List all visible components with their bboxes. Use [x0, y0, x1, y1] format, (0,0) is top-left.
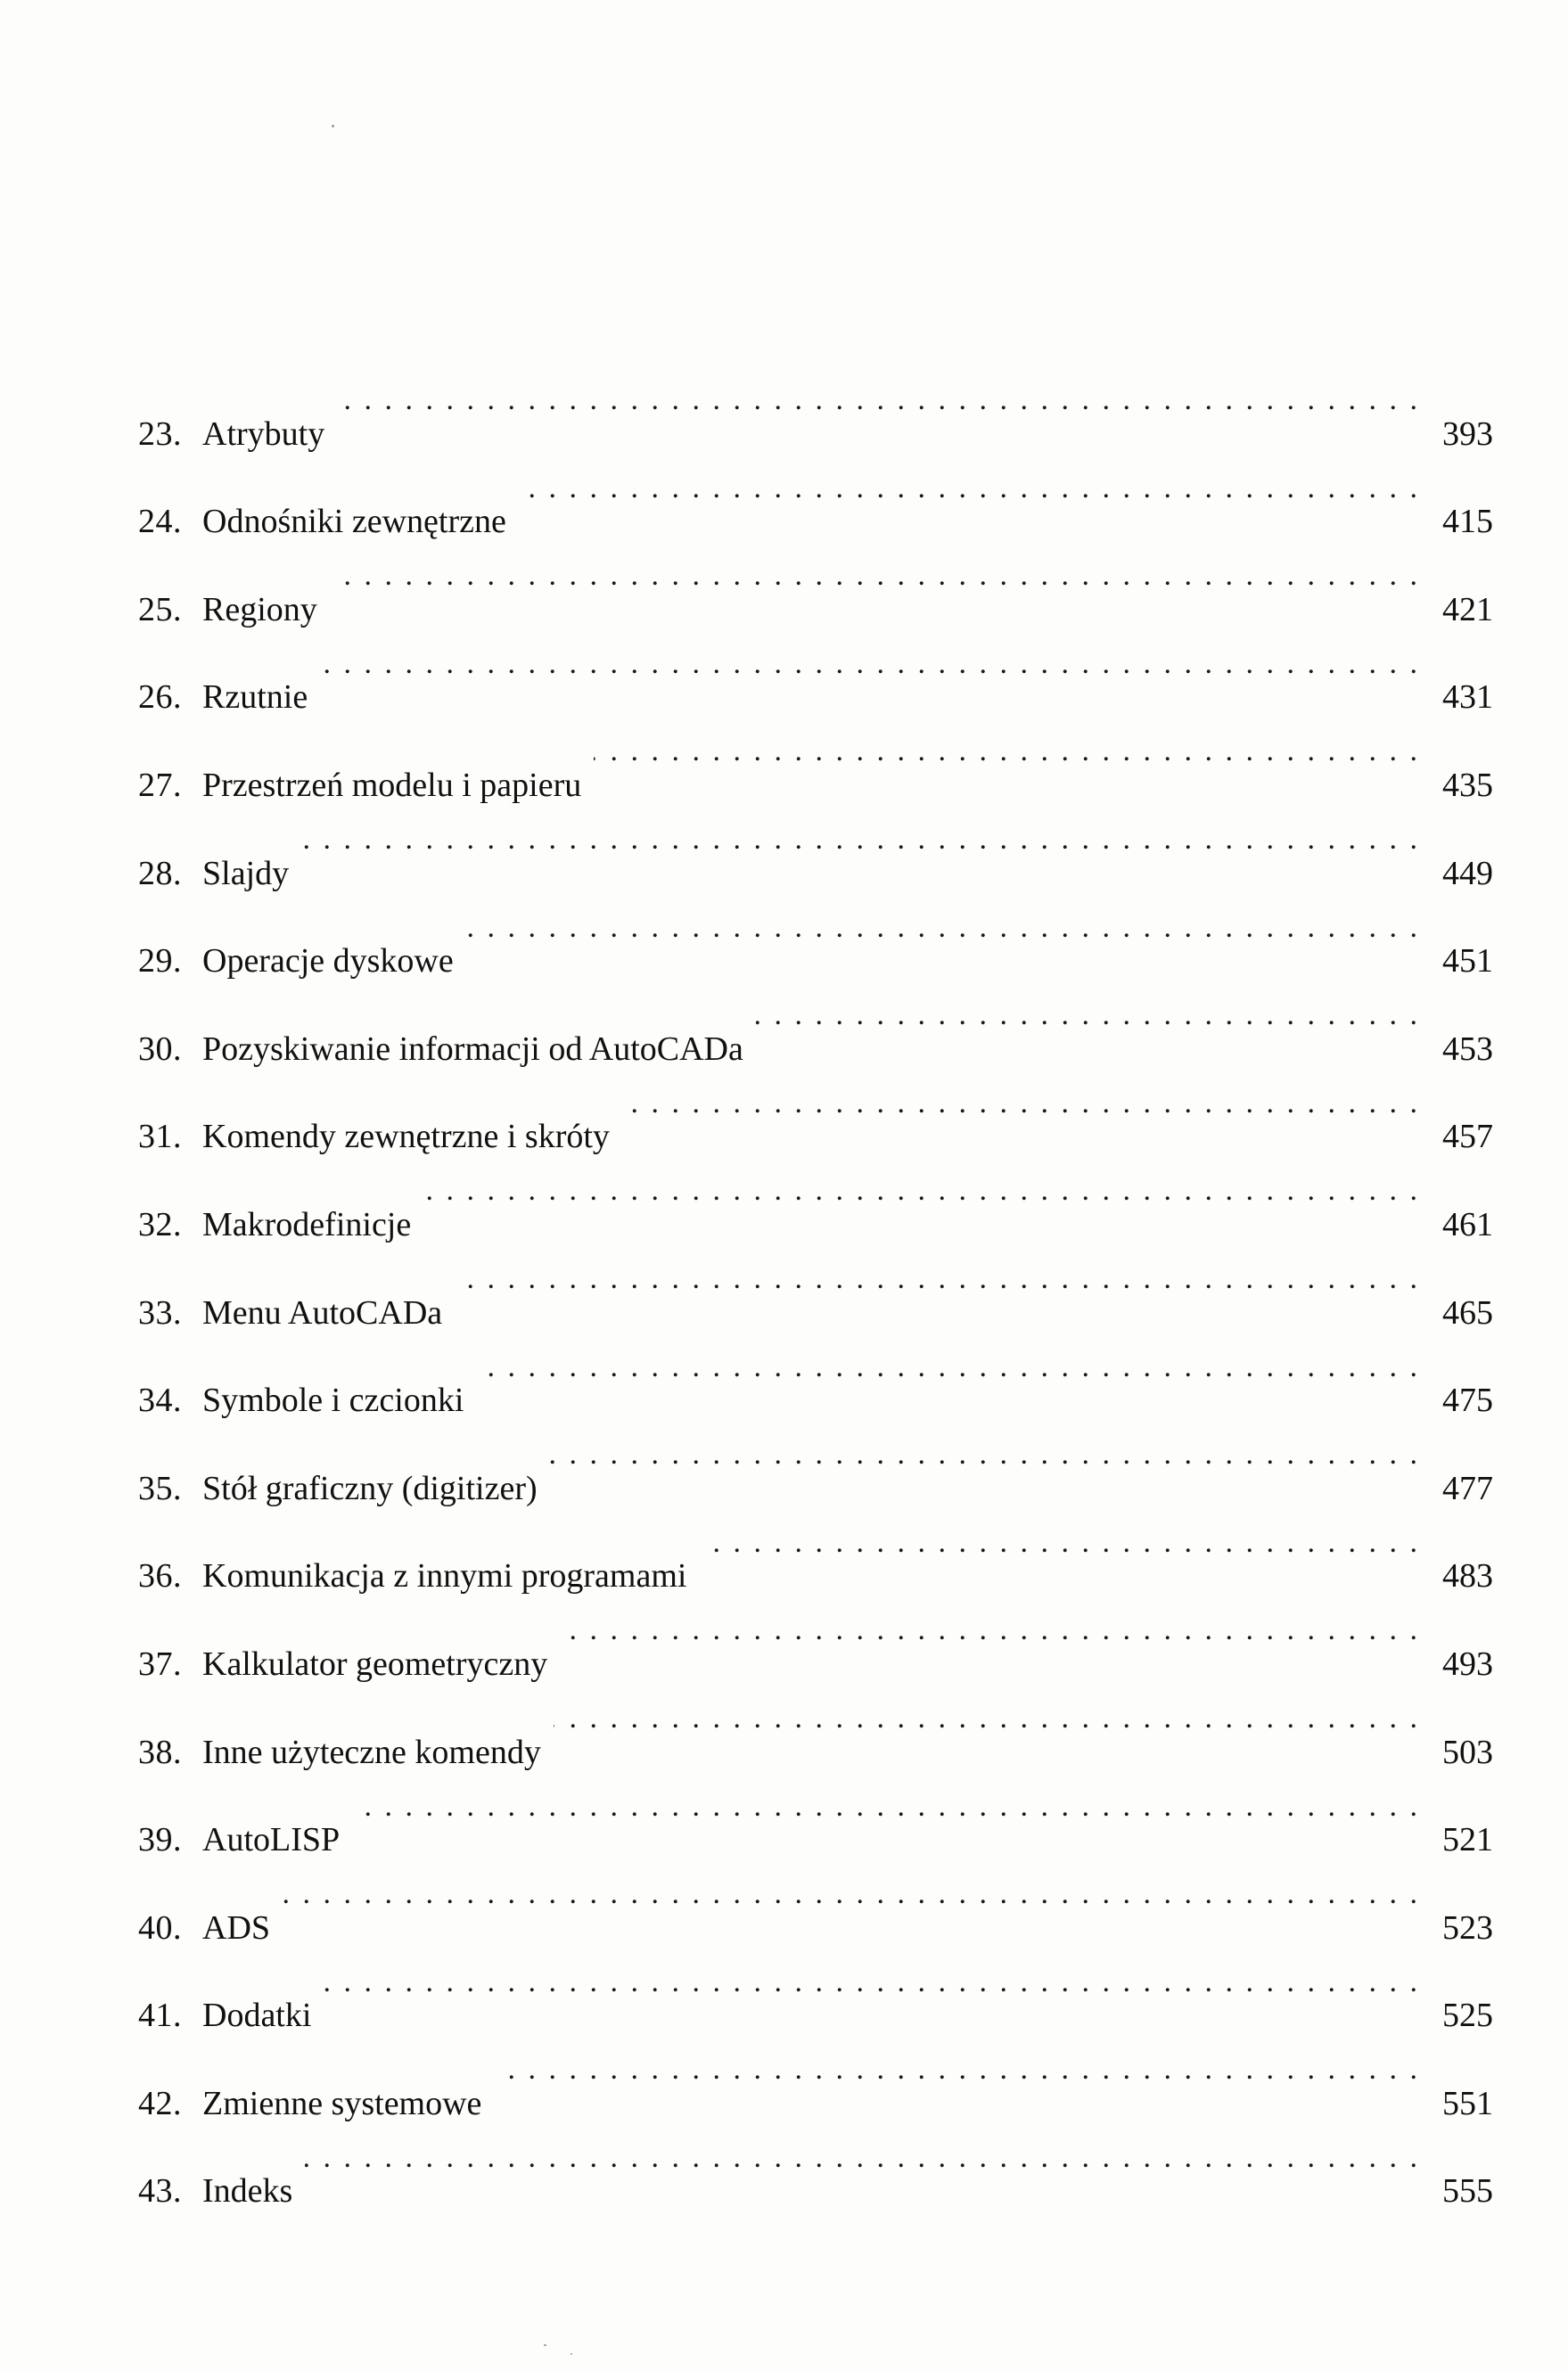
chapter-title: ADS	[202, 1908, 271, 1947]
chapter-title: Komunikacja z innymi programami	[202, 1557, 687, 1596]
chapter-number: 24.	[138, 503, 182, 541]
toc-entry	[138, 532, 1493, 628]
chapter-title: Symbole i czcionki	[202, 1382, 464, 1420]
chapter-title: Atrybuty	[202, 414, 325, 453]
chapter-number: 38.	[138, 1733, 182, 1771]
chapter-number: 43.	[138, 2172, 182, 2211]
page-number: 551	[1442, 2084, 1493, 2122]
toc-entry	[138, 1939, 1493, 2035]
dot-leader	[337, 357, 1420, 445]
toc-entry	[138, 884, 1493, 980]
dot-leader	[455, 1235, 1420, 1324]
chapter-number: 25.	[138, 590, 182, 628]
chapter-number: 32.	[138, 1205, 182, 1243]
dot-leader	[423, 1147, 1420, 1235]
page-number: 435	[1442, 766, 1493, 804]
toc-entry	[138, 445, 1493, 541]
toc-entry	[138, 796, 1493, 892]
page-number: 483	[1442, 1557, 1493, 1596]
page-number: 503	[1442, 1733, 1493, 1771]
dot-leader	[622, 1060, 1420, 1148]
dot-leader	[301, 796, 1420, 884]
dot-leader	[554, 1675, 1420, 1763]
dot-leader	[283, 1850, 1420, 1939]
scan-speck	[544, 2344, 546, 2346]
chapter-number: 23.	[138, 414, 182, 453]
chapter-title: AutoLISP	[202, 1821, 341, 1859]
dot-leader	[550, 1411, 1420, 1499]
dot-leader	[330, 532, 1420, 620]
page-number: 475	[1442, 1382, 1493, 1420]
toc-entry	[138, 357, 1493, 453]
chapter-title: Dodatki	[202, 1997, 312, 2035]
chapter-title: Stół graficzny (digitizer)	[202, 1469, 538, 1507]
chapter-number: 26.	[138, 678, 182, 717]
toc-entry	[138, 708, 1493, 804]
page-number: 493	[1442, 1645, 1493, 1683]
dot-leader	[466, 884, 1420, 972]
page-number: 523	[1442, 1908, 1493, 1947]
chapter-number: 33.	[138, 1293, 182, 1332]
page-number: 415	[1442, 503, 1493, 541]
chapter-number: 40.	[138, 1908, 182, 1947]
dot-leader	[699, 1499, 1420, 1588]
chapter-number: 34.	[138, 1382, 182, 1420]
toc-entry	[138, 2026, 1493, 2122]
chapter-title: Operacje dyskowe	[202, 942, 454, 980]
page-number: 421	[1442, 590, 1493, 628]
chapter-title: Komendy zewnętrzne i skróty	[202, 1118, 610, 1156]
chapter-number: 35.	[138, 1469, 182, 1507]
page-number: 465	[1442, 1293, 1493, 1332]
chapter-title: Makrodefinicje	[202, 1205, 412, 1243]
page-number: 461	[1442, 1205, 1493, 1243]
scan-speck	[332, 125, 334, 127]
page-number: 451	[1442, 942, 1493, 980]
toc-entry	[138, 1850, 1493, 1947]
dot-leader	[756, 972, 1420, 1060]
chapter-title: Indeks	[202, 2172, 293, 2211]
chapter-title: Rzutnie	[202, 678, 308, 717]
chapter-number: 41.	[138, 1997, 182, 2035]
dot-leader	[494, 2026, 1420, 2114]
chapter-number: 29.	[138, 942, 182, 980]
chapter-title: Inne użyteczne komendy	[202, 1733, 541, 1771]
page-number: 449	[1442, 854, 1493, 892]
dot-leader	[560, 1587, 1420, 1675]
scan-speck	[571, 2353, 572, 2355]
chapter-number: 42.	[138, 2084, 182, 2122]
dot-leader	[352, 1763, 1420, 1851]
page-number: 431	[1442, 678, 1493, 717]
dot-leader	[324, 1939, 1420, 2027]
page-number: 477	[1442, 1469, 1493, 1507]
table-of-contents	[138, 357, 1493, 2211]
chapter-number: 36.	[138, 1557, 182, 1596]
page-number: 521	[1442, 1821, 1493, 1859]
page-number: 555	[1442, 2172, 1493, 2211]
chapter-number: 39.	[138, 1821, 182, 1859]
dot-leader	[320, 620, 1420, 709]
chapter-title: Kalkulator geometryczny	[202, 1645, 548, 1683]
chapter-number: 27.	[138, 766, 182, 804]
chapter-title: Pozyskiwanie informacji od AutoCADa	[202, 1030, 743, 1068]
page-number: 393	[1442, 414, 1493, 453]
dot-leader	[519, 445, 1420, 533]
chapter-title: Przestrzeń modelu i papieru	[202, 766, 582, 804]
chapter-number: 30.	[138, 1030, 182, 1068]
page-number: 525	[1442, 1997, 1493, 2035]
chapter-title: Slajdy	[202, 854, 290, 892]
chapter-number: 28.	[138, 854, 182, 892]
chapter-title: Zmienne systemowe	[202, 2084, 482, 2122]
page-number: 453	[1442, 1030, 1493, 1068]
dot-leader	[476, 1324, 1420, 1412]
toc-entry	[138, 620, 1493, 717]
chapter-title: Regiony	[202, 590, 317, 628]
page-number: 457	[1442, 1118, 1493, 1156]
chapter-number: 37.	[138, 1645, 182, 1683]
dot-leader	[305, 2114, 1420, 2203]
dot-leader	[594, 708, 1420, 796]
chapter-title: Menu AutoCADa	[202, 1293, 443, 1332]
chapter-number: 31.	[138, 1118, 182, 1156]
chapter-title: Odnośniki zewnętrzne	[202, 503, 506, 541]
toc-entry	[138, 2114, 1493, 2211]
